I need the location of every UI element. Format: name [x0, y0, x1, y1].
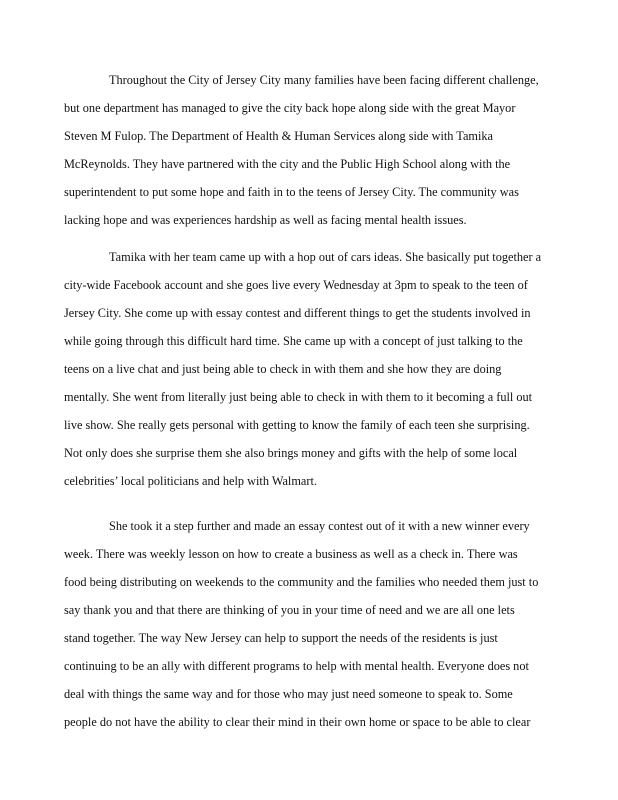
paragraph-line: city-wide Facebook account and she goes live every Wednesday at 3pm to speak to the teen of	[64, 278, 528, 292]
paragraph-line: continuing to be an ally with different programs to help with mental health. Everyone does not	[64, 659, 529, 673]
paragraph-line: Steven M Fulop. The Department of Health & Human Services along side with Tamika	[64, 129, 493, 143]
paragraph-line: say thank you and that there are thinking of you in your time of need and we are all one lets	[64, 603, 515, 617]
paragraph-3	[64, 512, 556, 736]
paragraph-line: but one department has managed to give the city back hope along side with the great Mayor	[64, 101, 516, 115]
paragraph-line: superintendent to put some hope and faith in to the teens of Jersey City. The community was	[64, 185, 519, 199]
paragraph-spacing	[64, 234, 556, 243]
paragraph-2	[64, 243, 556, 495]
paragraph-line: people do not have the ability to clear their mind in their own home or space to be able to clear	[64, 715, 531, 729]
paragraph-line: while going through this difficult hard time. She came up with a concept of just talking to the	[64, 334, 523, 348]
document-body	[64, 66, 556, 736]
paragraph-line: stand together. The way New Jersey can help to support the needs of the residents is just	[64, 631, 498, 645]
paragraph-line: Tamika with her team came up with a hop out of cars ideas. She basically put together a	[109, 250, 542, 264]
paragraph-1	[64, 66, 556, 234]
paragraph-line: celebrities’ local politicians and help with Walmart.	[64, 474, 317, 488]
paragraph-line: week. There was weekly lesson on how to create a business as well as a check in. There was	[64, 547, 518, 561]
paragraph-line: She took it a step further and made an essay contest out of it with a new winner every	[109, 519, 530, 533]
paragraph-line: live show. She really gets personal with getting to know the family of each teen she surprising.	[64, 418, 530, 432]
paragraph-line: teens on a live chat and just being able to check in with them and she how they are doing	[64, 362, 502, 376]
paragraph-line: Not only does she surprise them she also brings money and gifts with the help of some local	[64, 446, 518, 460]
paragraph-line: McReynolds. They have partnered with the city and the Public High School along with the	[64, 157, 511, 171]
paragraph-line: Jersey City. She come up with essay contest and different things to get the students involved in	[64, 306, 531, 320]
paragraph-line: food being distributing on weekends to the community and the families who needed them just to	[64, 575, 539, 589]
paragraph-line: lacking hope and was experiences hardship as well as facing mental health issues.	[64, 213, 467, 227]
paragraph-line: deal with things the same way and for those who may just need someone to speak to. Some	[64, 687, 513, 701]
paragraph-line: Throughout the City of Jersey City many families have been facing different challenge,	[109, 73, 539, 87]
paragraph-line: mentally. She went from literally just being able to check in with them to it becoming a full out	[64, 390, 533, 404]
paragraph-spacing	[64, 495, 556, 512]
